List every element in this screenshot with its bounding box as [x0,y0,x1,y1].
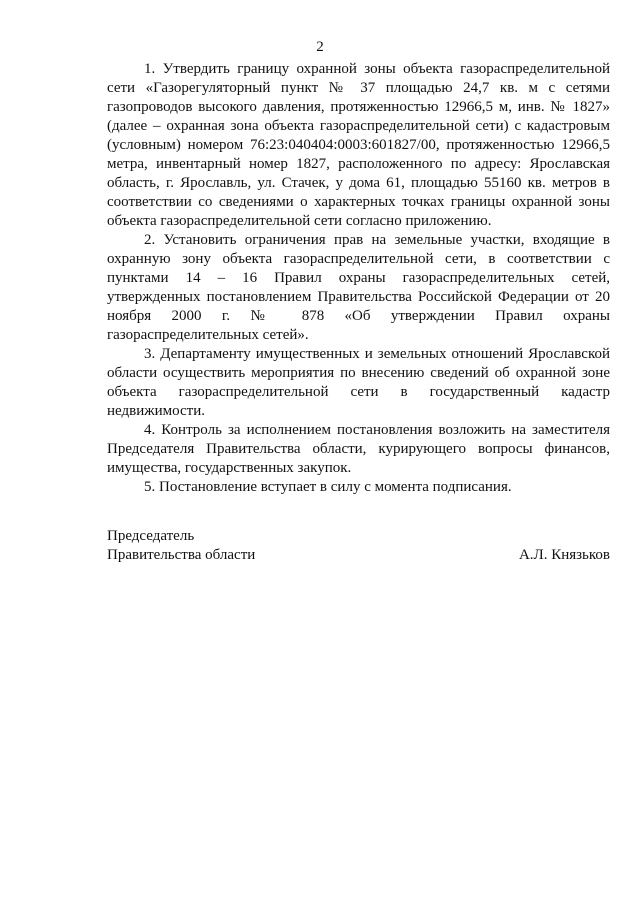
paragraph-1: 1. Утвердить границу охранной зоны объекта газораспределительной сети «Газорегуляторный пункт № 37 площадью 24,7 кв. м с сетями газопроводов высокого давления, протяженностью 12966,5 м, инв. № 1827» (далее – охранная зона объекта газораспределительной сети) с кадастровым (условным) номером 76:23:040404:0003:601827/00, протяженностью 12966,5 метра, инвентарный номер 1827, расположенного по адресу: Ярославская область, г. Ярославль, ул. Стачек, у дома 61, площадью 55160 кв. метров в соответствии со сведениями о характерных точках границы охранной зоны объекта газораспределительной сети согласно приложению. [107,61,610,229]
paragraph-5: 5. Постановление вступает в силу с момента подписания. [144,479,512,495]
signature-row [107,546,610,565]
signature-block [107,527,610,565]
document-body [107,60,610,497]
signatory-title-line2: Правительства области [107,547,256,563]
signatory-name: А.Л. Князьков [518,547,610,563]
paragraph-4: 4. Контроль за исполнением постановления возложить на заместителя Председателя Правительства области, курирующего вопросы финансов, имущества, государственных закупок. [107,422,610,476]
paragraph-2: 2. Установить ограничения прав на земельные участки, входящие в охранную зону объекта газораспределительной сети, в соответствии с пунктами 14 – 16 Правил охраны газораспределительных сетей, утвержденных постановлением Правительства Российской Федерации от 20 ноября 2000 г. № 878 «Об утверждении Правил охраны газораспределительных сетей». [107,232,610,343]
page-number: 2 [316,39,324,55]
signatory-title-line1: Председатель [107,528,195,544]
paragraph-3: 3. Департаменту имущественных и земельных отношений Ярославской области осуществить мероприятия по внесению сведений об охранной зоне объекта газораспределительной сети в государственный кадастр недвижимости. [107,346,610,419]
